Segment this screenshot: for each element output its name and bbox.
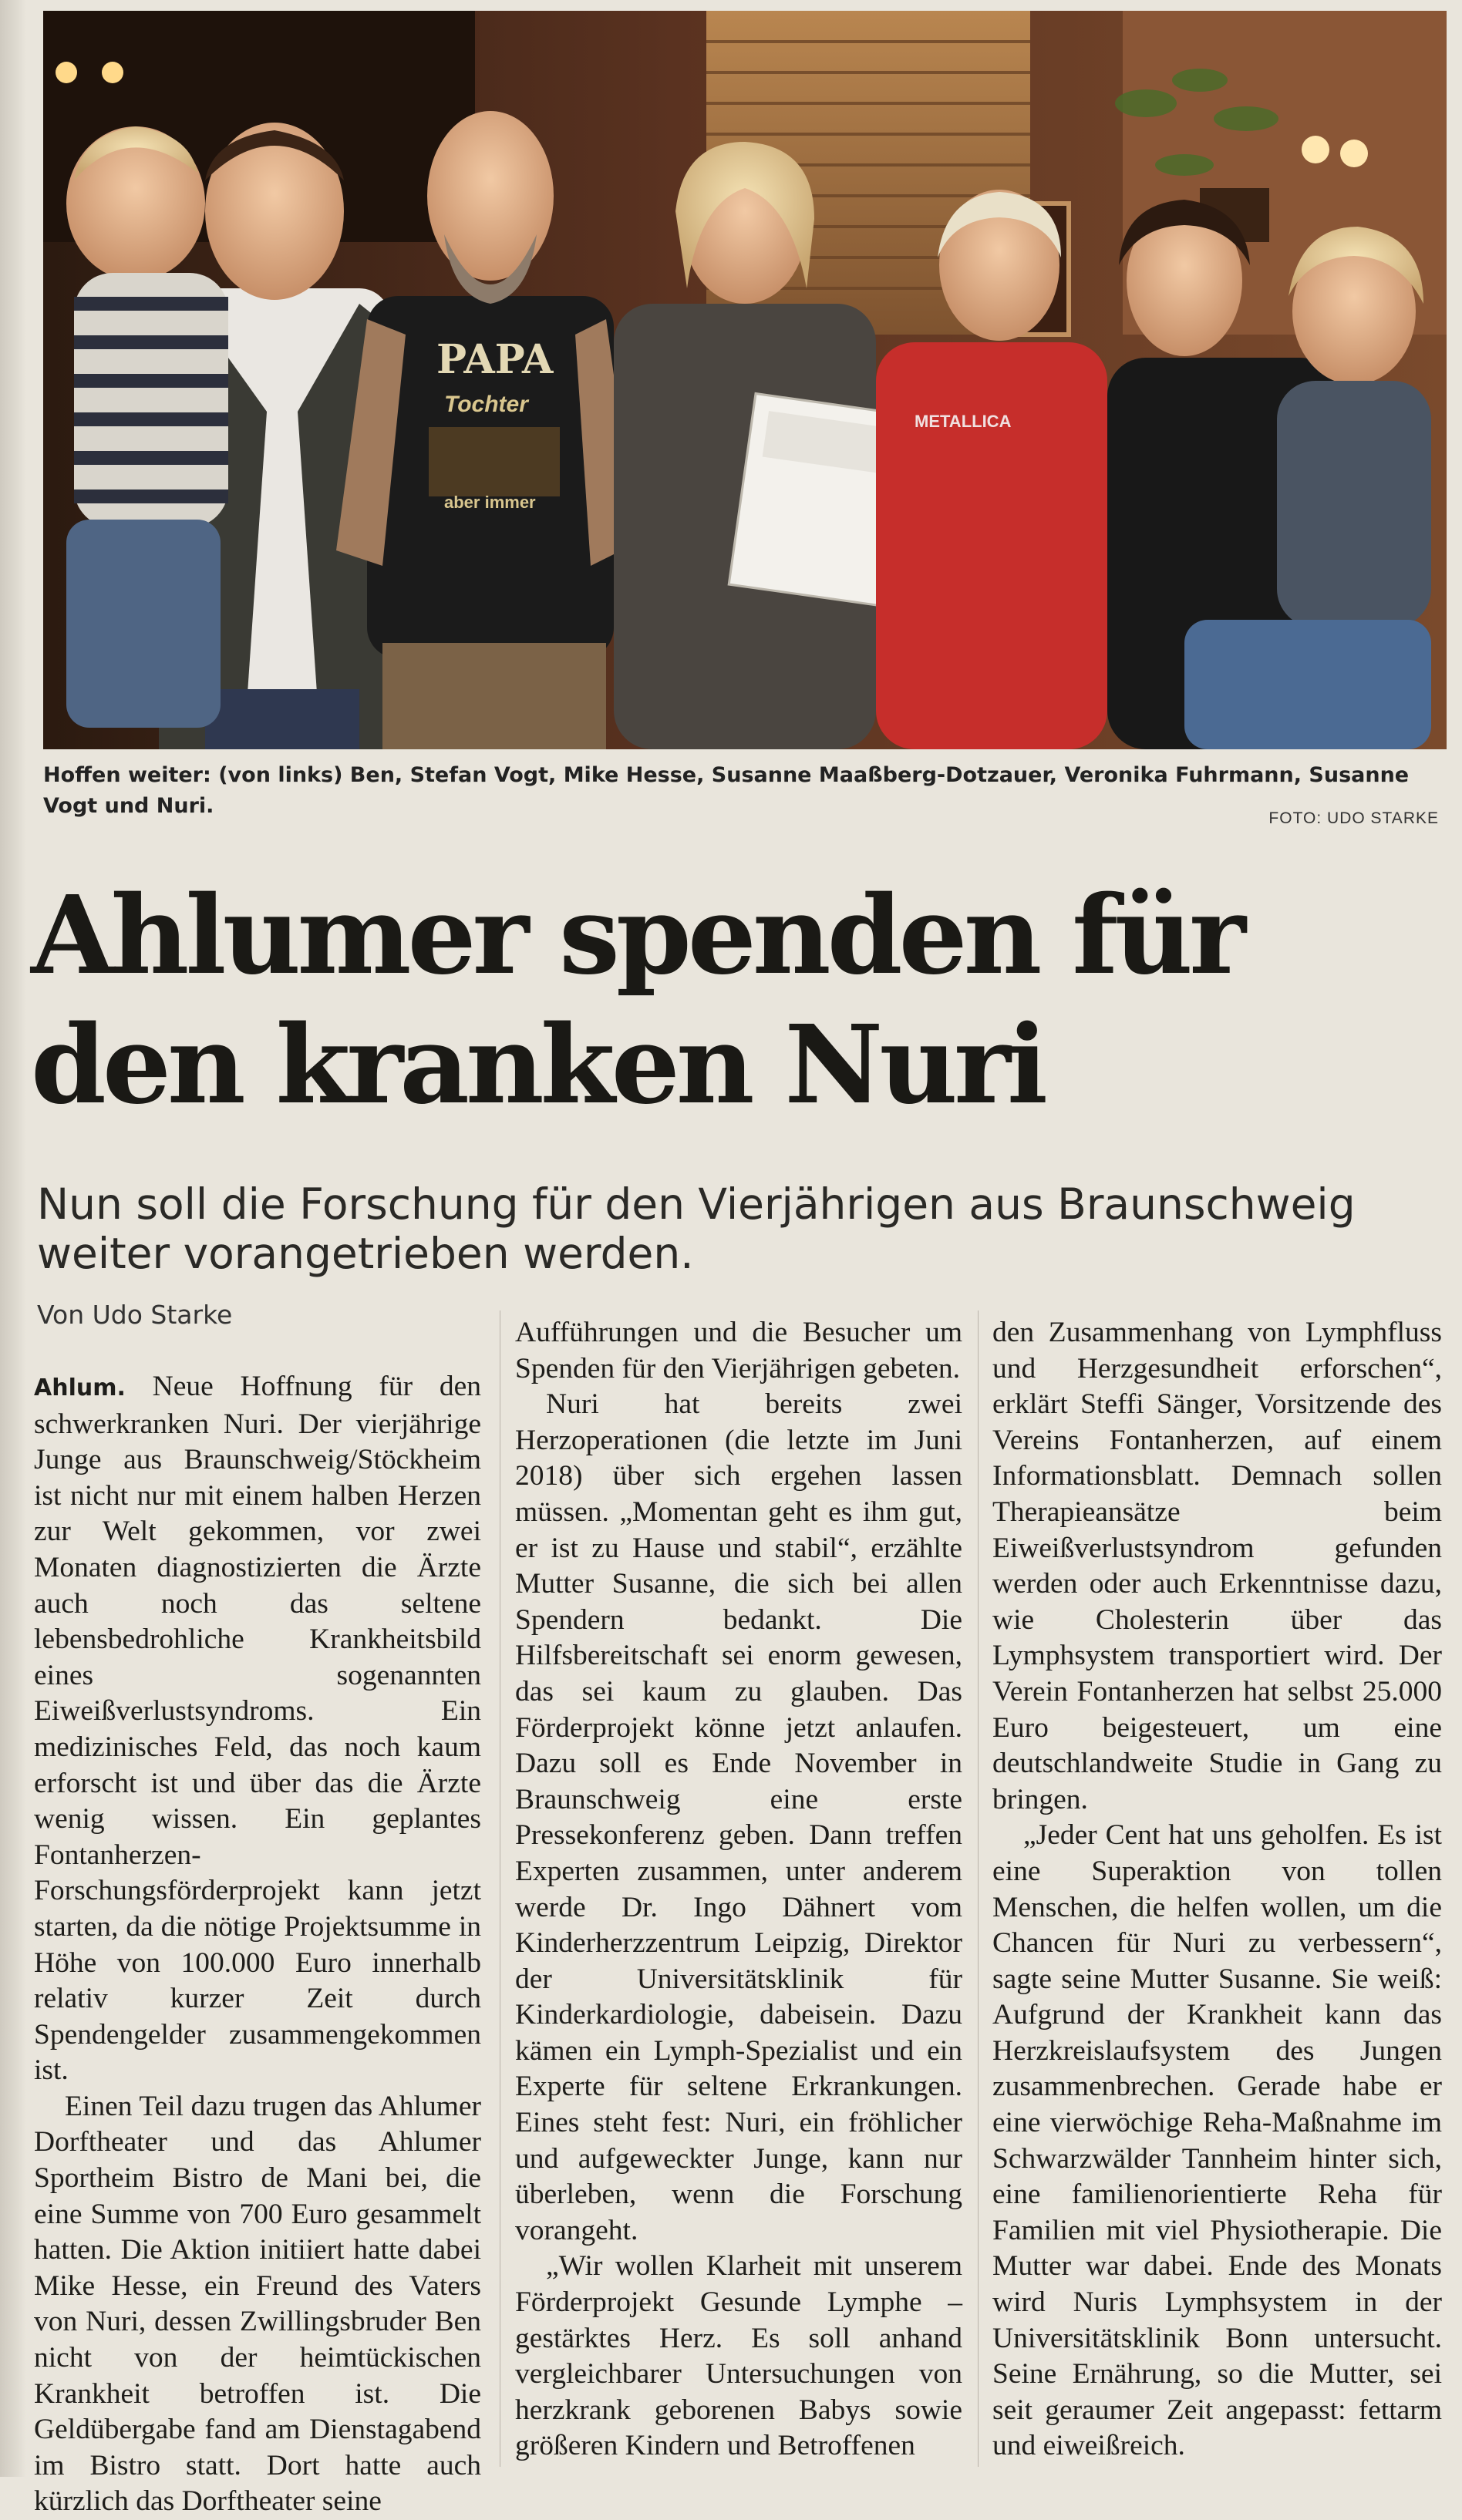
article-photo <box>43 11 1447 749</box>
photo-scene <box>43 11 1447 749</box>
paragraph: Einen Teil dazu trugen das Ahlumer Dorftheater und das Ahlumer Sportheim Bistro de Mani bei, die eine Summe von 700 Euro gesammelt hatten. Die Aktion initiiert hatte dabei Mike Hesse, ein Freund des Vaters von Nuri, dessen Zwillingsbruder Ben nicht von der heimtückischen Krankheit betroffen ist. Die Geldübergabe fand am Dienstagabend im Bistro statt. Dort hatte auch kürzlich das Dorftheater seine <box>34 2090 481 2518</box>
shirt-print-line: Tochter <box>444 392 528 417</box>
photo-credit: FOTO: UDO STARKE <box>1268 809 1439 827</box>
article-headline <box>31 871 1419 1130</box>
paragraph: den Zusammenhang von Lymphfluss und Herzgesundheit erforschen“, erklärt Steffi Sänger, Vorsitzende des Vereins Fontanherzen, auf einem Informationsblatt. Demnach sollen Therapieansätze beim Eiweißverlustsyndrom gefunden werden oder auch Erkenntnisse dazu, wie Cholesterin über das Lymphsystem transportiert wird. Der Verein Fontanherzen hat selbst 25.000 Euro beigesteuert, um eine deutschlandweite Studie in Gang zu bringen. <box>992 1317 1442 1815</box>
page-fold-edge <box>0 0 26 2477</box>
caption-label: Hoffen weiter: <box>43 763 211 787</box>
headline-line: Ahlumer spenden für <box>31 873 1242 999</box>
article-column-1 <box>34 1369 481 2520</box>
article-subheadline: Nun soll die Forschung für den Vierjährigen aus Braunschweig weiter vorangetrieben werden. <box>37 1179 1356 1278</box>
article-column-3 <box>992 1315 1442 2464</box>
paragraph: Nuri hat bereits zwei Herzoperationen (die letzte im Juni 2018) über sich ergehen lassen müssen. „Momentan geht es ihm gut, er ist zu Hause und stabil“, erzählte Mutter Susanne, die sich bei allen Spendern bedankt. Die Hilfsbereitschaft sei enorm gewesen, das sei kaum zu glauben. Das Förderprojekt könne jetzt anlaufen. Dazu soll es Ende November in Braunschweig eine erste Pressekonferenz geben. Dann treffen Experten zusammen, unter anderem werde Dr. Ingo Dähnert vom Kinderherzzentrum Leipzig, Direktor der Universitätsklinik für Kinderkardiologie, dabeisein. Dazu kämen ein Lymph-Spezialist und ein Experte für seltene Erkrankungen. Eines steht fest: Nuri, ein fröhlicher und aufgeweckter Junge, kann nur überleben, wenn die Forschung vorangeht. <box>515 1388 962 2246</box>
shirt-print-line: aber immer <box>444 493 536 512</box>
paragraph <box>34 1369 481 2089</box>
paragraph: „Wir wollen Klarheit mit unserem Förderprojekt Gesunde Lymphe – gestärktes Herz. Es soll anhand vergleichbarer Untersuchungen von herzkrank geborenen Babys sowie größeren Kindern und Betroffenen <box>515 2250 962 2462</box>
column-divider <box>978 1310 979 2467</box>
photo-caption <box>43 760 1423 822</box>
article-column-2 <box>515 1315 962 2464</box>
article-byline: Von Udo Starke <box>37 1300 233 1330</box>
dateline: Ahlum. <box>34 1374 126 1401</box>
shirt-print-text: PAPA <box>436 336 554 383</box>
paragraph: „Jeder Cent hat uns geholfen. Es ist eine Superaktion von tollen Menschen, die helfen wollen, um die Chancen für Nuri zu verbessern“, sagte seine Mutter Susanne. Sie weiß: Aufgrund der Krankheit kann das Herzkreislaufsystem des Jungen zusammenbrechen. Gerade habe er eine vierwöchige Reha-Maßnahme im Schwarzwälder Tannheim hinter sich, eine familienorientierte Reha für Familien mit viel Physiotherapie. Die Mutter war dabei. Ende des Monats wird Nuris Lymphsystem in der Universitätsklinik Bonn untersucht. Seine Ernährung, so die Mutter, sei seit geraumer Zeit angepasst: fettarm und eiweißreich. <box>992 1819 1442 2462</box>
paragraph-text: Neue Hoffnung für den schwerkranken Nuri. Der vierjährige Junge aus Braunschweig/Stöckheim ist nicht nur mit einem halben Herzen zur Welt gekommen, vor zwei Monaten diagnostizierten die Ärzte auch noch das seltene lebensbedrohliche Krankheitsbild eines sogenannten Eiweißverlustsyndroms. Ein medizinisches Feld, das noch kaum erforscht ist und über das die Ärzte wenig wissen. Ein geplantes Fontanherzen-Forschungsförderprojekt kann jetzt starten, da die nötige Projektsumme in Höhe von 100.000 Euro innerhalb relativ kurzer Zeit durch Spendengelder zusammengekommen ist. <box>34 1371 481 2087</box>
hoodie-print: METALLICA <box>915 412 1012 431</box>
caption-names: (von links) Ben, Stefan Vogt, Mike Hesse, Susanne Maaßberg-Dotzauer, Veronika Fuhrmann, Susanne Vogt und Nuri. <box>43 763 1410 818</box>
headline-line: den kranken Nuri <box>31 1002 1045 1129</box>
paragraph: Aufführungen und die Besucher um Spenden für den Vierjährigen gebeten. <box>515 1317 962 1384</box>
